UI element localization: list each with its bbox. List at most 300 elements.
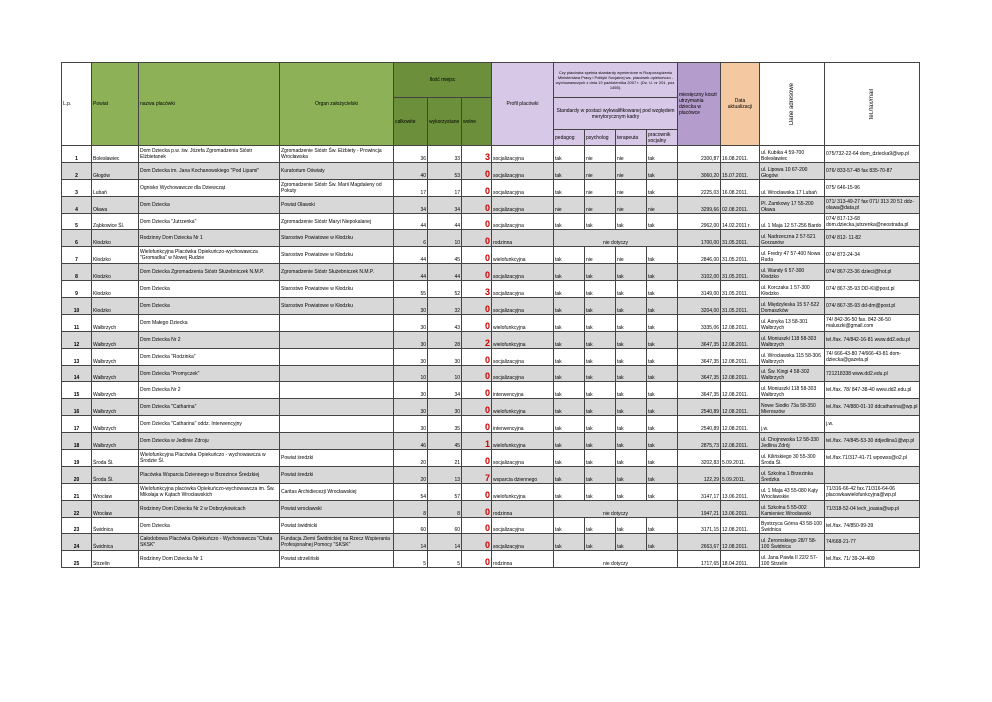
nazwa-cell: Dom Dziecka (139, 196, 280, 213)
nazwa-cell: Dom Dziecka Nr 2 (139, 331, 280, 348)
table-row (62, 196, 920, 213)
adres-cell: ul. Międzyleska 15 57-522 Domaszków (760, 298, 825, 315)
koszt-cell: 3149,00 (678, 281, 721, 298)
psycholog-cell: nie (585, 162, 616, 179)
tel-cell: tel./fax. 74/850-99-39 (825, 517, 920, 534)
powiat-cell: Środa Śl. (92, 466, 139, 483)
wykorzystane-cell: 14 (428, 534, 462, 551)
koszt-cell: 122,29 (678, 466, 721, 483)
tel-cell: tel./fax. 78/ 847-38-40 www.dd2.edu.pl (825, 382, 920, 399)
wolne-cell: 0 (462, 162, 492, 179)
lp: 2 (62, 162, 92, 179)
profil-cell: rodzinna (492, 551, 554, 568)
pedagog-cell: tak (554, 146, 585, 163)
table-row (62, 466, 920, 483)
tel-cell: 71/316-66-42 fax.71/316-64-06 placowkawielofunkcyjna@wp.pl (825, 483, 920, 500)
data-cell: 16.08.2011. (721, 179, 760, 196)
data-cell: 14.02.2011 r. (721, 213, 760, 230)
pracownik-cell: tak (647, 433, 678, 450)
organ-cell (280, 382, 394, 399)
data-cell: 12.08.2011. (721, 399, 760, 416)
pedagog-cell: nie dotyczy (554, 551, 678, 568)
table-row (62, 517, 920, 534)
data-cell: 13.06.2011. (721, 500, 760, 517)
header-standard: Czy placówka spełnia standardy wymienione w Rozporządzeniu Ministerstwa Pracy i Polityki Socjalnej ws. placówek opiekuńczo - wychowawczych z dnia 19 października 2007 r. (Dz. U. nr 201, poz. 1455). (554, 63, 678, 98)
powiat-cell: Wrocław (92, 500, 139, 517)
terapeuta-cell: tak (616, 450, 647, 467)
wolne-cell: 0 (462, 483, 492, 500)
pracownik-cell: tak (647, 213, 678, 230)
adres-cell: ul. Jana Pawła II 22/2 57-100 Strzelin (760, 551, 825, 568)
header-pracownik: pracownik socjalny (647, 130, 678, 146)
terapeuta-cell: tak (616, 281, 647, 298)
nazwa-cell: Dom Dziecka Nr 2 (139, 382, 280, 399)
tel-cell: 071/ 313-49-27 fax 071/ 313 20 51 ddz-olawa@data.pl (825, 196, 920, 213)
pedagog-cell: tak (554, 281, 585, 298)
table-row (62, 382, 920, 399)
profil-cell: interwencyjna (492, 416, 554, 433)
profil-cell: socjalizacyjna (492, 450, 554, 467)
pedagog-cell: tak (554, 162, 585, 179)
calkowite-cell: 34 (394, 196, 428, 213)
table-row (62, 298, 920, 315)
organ-cell (280, 365, 394, 382)
pedagog-cell: tak (554, 314, 585, 331)
wolne-cell: 0 (462, 551, 492, 568)
lp: 5 (62, 213, 92, 230)
header-profil: Profil placówki (492, 63, 554, 146)
terapeuta-cell: tak (616, 348, 647, 365)
organ-cell (280, 314, 394, 331)
profil-cell: rodzinna (492, 230, 554, 247)
calkowite-cell: 46 (394, 433, 428, 450)
profil-cell: rodzinna (492, 500, 554, 517)
lp: 15 (62, 382, 92, 399)
koszt-cell: 2663,67 (678, 534, 721, 551)
powiat-cell: Wałbrzych (92, 399, 139, 416)
adres-cell: Nowe Siodło 73a 58-350 Mieroszów (760, 399, 825, 416)
table-header (62, 63, 920, 146)
header-pedagog: pedagog (554, 130, 585, 146)
organ-cell (280, 348, 394, 365)
profil-cell: socjalizacyjna (492, 213, 554, 230)
wolne-cell: 0 (462, 314, 492, 331)
data-cell: 12.08.2011. (721, 314, 760, 331)
table-row (62, 213, 920, 230)
lp: 18 (62, 433, 92, 450)
pracownik-cell: tak (647, 450, 678, 467)
psycholog-cell: tak (585, 450, 616, 467)
pracownik-cell: tak (647, 314, 678, 331)
pracownik-cell: tak (647, 365, 678, 382)
calkowite-cell: 6 (394, 230, 428, 247)
tel-cell: 74/ 666-43-80 74/666-43-81 dom-dziecka@gazeta.pl (825, 348, 920, 365)
adres-cell: j.w. (760, 416, 825, 433)
wolne-cell: 7 (462, 466, 492, 483)
psycholog-cell: nie (585, 179, 616, 196)
data-cell: 12.08.2011. (721, 534, 760, 551)
powiat-cell: Świdnica (92, 534, 139, 551)
table-row (62, 500, 920, 517)
koszt-cell: 2300,87 (678, 146, 721, 163)
header-terapeuta: terapeuta (616, 130, 647, 146)
profil-cell: wielofunkcyjna (492, 399, 554, 416)
nazwa-cell: Dom Dziecka p.w. św. Józefa Zgromadzenia Sióstr Elżbietanek (139, 146, 280, 163)
wykorzystane-cell: 52 (428, 281, 462, 298)
pracownik-cell: nie (647, 196, 678, 213)
tel-cell: 075/732-22-64 dom_dziecka9@wp.pl (825, 146, 920, 163)
nazwa-cell: Ognisko Wychowawcze dla Dziewcząt (139, 179, 280, 196)
data-cell: 12.08.2011. (721, 433, 760, 450)
table-row (62, 551, 920, 568)
wolne-cell: 0 (462, 500, 492, 517)
organ-cell: Starostwo Powiatowe w Kłodzku (280, 298, 394, 315)
psycholog-cell: tak (585, 416, 616, 433)
adres-cell: ul. Chojnowska 12 58-330 Jedlina Zdrój (760, 433, 825, 450)
koszt-cell: 3647,35 (678, 331, 721, 348)
pracownik-cell: tak (647, 331, 678, 348)
pracownik-cell: tak (647, 534, 678, 551)
profil-cell: wielofunkcyjna (492, 433, 554, 450)
pracownik-cell: tak (647, 298, 678, 315)
lp: 14 (62, 365, 92, 382)
psycholog-cell: tak (585, 264, 616, 281)
organ-cell: Zgromadzenie Sióstr Maryi Niepokalanej (280, 213, 394, 230)
pedagog-cell: tak (554, 450, 585, 467)
wykorzystane-cell: 35 (428, 416, 462, 433)
data-cell: 13.06.2011. (721, 483, 760, 500)
pracownik-cell: tak (647, 179, 678, 196)
tel-cell: 074/ 812- 11-82 (825, 230, 920, 247)
terapeuta-cell: tak (616, 314, 647, 331)
pracownik-cell: tak (647, 348, 678, 365)
adres-cell: ul. Wrocławska 115 58-306 Wałbrzych (760, 348, 825, 365)
adres-cell: ul. Wandy 6 57-300 Kłodzko (760, 264, 825, 281)
header-calkowite: całkowite (394, 98, 428, 146)
powiat-cell: Strzelin (92, 551, 139, 568)
calkowite-cell: 5 (394, 551, 428, 568)
powiat-cell: Kłodzko (92, 298, 139, 315)
terapeuta-cell: tak (616, 433, 647, 450)
koszt-cell: 1717,65 (678, 551, 721, 568)
wykorzystane-cell: 10 (428, 230, 462, 247)
profil-cell: wielofunkcyjna (492, 247, 554, 264)
header-nazwa: nazwa placówki (139, 63, 280, 146)
wolne-cell: 3 (462, 281, 492, 298)
profil-cell: socjalizacyjna (492, 146, 554, 163)
adres-cell: ul. Kilińskiego 30 55-300 Środa Śl. (760, 450, 825, 467)
terapeuta-cell: tak (616, 331, 647, 348)
profil-cell: wielofunkcyjna (492, 483, 554, 500)
calkowite-cell: 30 (394, 416, 428, 433)
table-row (62, 264, 920, 281)
calkowite-cell: 36 (394, 146, 428, 163)
wykorzystane-cell: 17 (428, 179, 462, 196)
wolne-cell: 0 (462, 382, 492, 399)
terapeuta-cell: nie (616, 162, 647, 179)
pedagog-cell: tak (554, 382, 585, 399)
psycholog-cell: tak (585, 314, 616, 331)
tel-cell: 72121833​8 www.dd2.edu.pl (825, 365, 920, 382)
profil-cell: interwencyjna (492, 382, 554, 399)
nazwa-cell: Placówka Wsparcia Dziennego w Brzezince Średzkiej (139, 466, 280, 483)
psycholog-cell: tak (585, 517, 616, 534)
wykorzystane-cell: 28 (428, 331, 462, 348)
table-row (62, 416, 920, 433)
adres-cell: ul. Św. Kingi 4 58-302 Wałbrzych (760, 365, 825, 382)
powiat-cell: Wałbrzych (92, 382, 139, 399)
wolne-cell: 0 (462, 196, 492, 213)
terapeuta-cell: tak (616, 416, 647, 433)
wolne-cell: 0 (462, 416, 492, 433)
nazwa-cell: Dom Dziecka Zgromadzenia Sióstr Służebniczek N.M.P. (139, 264, 280, 281)
header-psycholog: psycholog (585, 130, 616, 146)
header-data: Data aktualizacji (721, 63, 760, 146)
tel-cell: tel./fax. 74/845-53-30 ddjedlina1@wp.pl (825, 433, 920, 450)
organ-cell: Starostwo Powiatowe w Kłodzku (280, 247, 394, 264)
lp: 23 (62, 517, 92, 534)
nazwa-cell: Wielofunkcyjna Placówka Opiekuńczo-wychowawcza "Gromadka" w Nowej Rudzie (139, 247, 280, 264)
wolne-cell: 0 (462, 264, 492, 281)
table-row (62, 314, 920, 331)
calkowite-cell: 44 (394, 264, 428, 281)
organ-cell (280, 399, 394, 416)
lp: 21 (62, 483, 92, 500)
lp: 22 (62, 500, 92, 517)
table-row (62, 179, 920, 196)
koszt-cell: 3102,00 (678, 264, 721, 281)
wolne-cell: 3 (462, 146, 492, 163)
wolne-cell: 0 (462, 348, 492, 365)
terapeuta-cell: nie (616, 196, 647, 213)
profil-cell: socjalizacyjna (492, 264, 554, 281)
wykorzystane-cell: 45 (428, 433, 462, 450)
data-cell: 5.09.2011. (721, 450, 760, 467)
psycholog-cell: tak (585, 365, 616, 382)
pracownik-cell: tak (647, 264, 678, 281)
psycholog-cell: tak (585, 213, 616, 230)
profil-cell: wsparcia dziennego (492, 466, 554, 483)
organ-cell: Powiat średzki (280, 466, 394, 483)
lp: 1 (62, 146, 92, 163)
wykorzystane-cell: 60 (428, 517, 462, 534)
organ-cell: Zgromadzenie Sióstr Służebniczek N.M.P. (280, 264, 394, 281)
organ-cell: Kuratorium Oświaty (280, 162, 394, 179)
lp: 3 (62, 179, 92, 196)
tel-cell: 74/668-21-77 (825, 534, 920, 551)
calkowite-cell: 30 (394, 382, 428, 399)
powiat-cell: Wrocław (92, 483, 139, 500)
koszt-cell: 3647,35 (678, 382, 721, 399)
organ-cell: Powiat świdnicki (280, 517, 394, 534)
pedagog-cell: tak (554, 517, 585, 534)
psycholog-cell: tak (585, 348, 616, 365)
profil-cell: socjalizacyjna (492, 348, 554, 365)
terapeuta-cell: tak (616, 534, 647, 551)
organ-cell: Fundacja Ziemi Świdnickiej na Rzecz Wspierania Profesjonalnej Pomocy "SKSK" (280, 534, 394, 551)
organ-cell: Zgromadzenie Sióstr Św. Marii Magdaleny od Pokuty (280, 179, 394, 196)
koszt-cell: 2540,89 (678, 416, 721, 433)
adres-cell: ul. 1 Maja 43 55-080 Kąty Wrocławskie (760, 483, 825, 500)
koszt-cell: 2962,00 (678, 213, 721, 230)
powiat-cell: Ząbkowice Śl. (92, 213, 139, 230)
powiat-cell: Lubań (92, 179, 139, 196)
pracownik-cell: tak (647, 247, 678, 264)
wolne-cell: 0 (462, 365, 492, 382)
powiat-cell: Wałbrzych (92, 348, 139, 365)
spreadsheet (61, 62, 920, 568)
calkowite-cell: 44 (394, 213, 428, 230)
pracownik-cell: tak (647, 162, 678, 179)
profil-cell: socjalizacyjna (492, 196, 554, 213)
adres-cell: ul. 1 Maja 12 57-256 Bardo (760, 213, 825, 230)
nazwa-cell: Dom Dziecka "Promyczek" (139, 365, 280, 382)
profil-cell: wielofunkcyjna (492, 331, 554, 348)
header-organ: Organ założycielski (280, 63, 394, 146)
koszt-cell: 3060,20 (678, 162, 721, 179)
nazwa-cell: Dom Dziecka w Jedlinie Zdroju (139, 433, 280, 450)
table-row (62, 534, 920, 551)
koszt-cell: 3647,35 (678, 365, 721, 382)
nazwa-cell: Dom Dziecka "Rodzinka" (139, 348, 280, 365)
lp: 13 (62, 348, 92, 365)
adres-cell: ul. Moniuszki 118 58-303 Wałbrzych (760, 331, 825, 348)
organ-cell (280, 416, 394, 433)
wykorzystane-cell: 30 (428, 399, 462, 416)
header-kadra: Standardy w postaci wykwalifikowanej pod względem merytorycznym kadry (554, 98, 678, 130)
wykorzystane-cell: 8 (428, 500, 462, 517)
organ-cell: Powiat wrocławski (280, 500, 394, 517)
calkowite-cell: 20 (394, 466, 428, 483)
koszt-cell: 3335,06 (678, 314, 721, 331)
pedagog-cell: tak (554, 264, 585, 281)
adres-cell: ul. Wrocławska 17 Lubań (760, 179, 825, 196)
pedagog-cell: tak (554, 365, 585, 382)
organ-cell: Powiat strzeliński (280, 551, 394, 568)
adres-cell: ul. Szkolna 1 Brzezinka Średzka (760, 466, 825, 483)
terapeuta-cell: nie (616, 146, 647, 163)
adres-cell: ul. Żeromskiego 28/7 58-100 Świdnica (760, 534, 825, 551)
organ-cell (280, 331, 394, 348)
powiat-cell: Głogów (92, 162, 139, 179)
table-row (62, 450, 920, 467)
tel-cell: 74/ 842-36-50 fax. 842-36-50 maluszki@gmail.com (825, 314, 920, 331)
psycholog-cell: tak (585, 399, 616, 416)
tel-cell: 074/ 817-13-68 dom.dziecka.jutrzenka@neostrada.pl (825, 213, 920, 230)
psycholog-cell: tak (585, 331, 616, 348)
terapeuta-cell: tak (616, 399, 647, 416)
data-cell: 5.09.2011. (721, 466, 760, 483)
calkowite-cell: 30 (394, 298, 428, 315)
data-cell: 12.08.2011. (721, 348, 760, 365)
powiat-cell: Wałbrzych (92, 314, 139, 331)
data-cell: 18.04.2011. (721, 551, 760, 568)
wolne-cell: 0 (462, 230, 492, 247)
adres-cell: Pl. Zamkowy 17 55-200 Oława (760, 196, 825, 213)
powiat-cell: Bolesławiec (92, 146, 139, 163)
calkowite-cell: 30 (394, 399, 428, 416)
terapeuta-cell: tak (616, 298, 647, 315)
pedagog-cell: tak (554, 247, 585, 264)
wolne-cell: 0 (462, 213, 492, 230)
tel-cell: tel./fax. 74/880-01-10 ddcatharina@wp.pl (825, 399, 920, 416)
wykorzystane-cell: 43 (428, 314, 462, 331)
pedagog-cell: tak (554, 416, 585, 433)
adres-cell: Bystrzyca Górna 43 58-100 Świdnica (760, 517, 825, 534)
psycholog-cell: tak (585, 382, 616, 399)
wykorzystane-cell: 21 (428, 450, 462, 467)
koszt-cell: 3299,66 (678, 196, 721, 213)
header-wolne: wolne (462, 98, 492, 146)
adres-cell: ul. Lipowa 10 67-200 Głogów (760, 162, 825, 179)
wolne-cell: 0 (462, 247, 492, 264)
profil-cell: socjalizacyjna (492, 517, 554, 534)
psycholog-cell: tak (585, 281, 616, 298)
header-tel (825, 63, 920, 146)
tel-cell: 71/318-52-04 lech_joasia@wp.pl (825, 500, 920, 517)
psycholog-cell: nie (585, 247, 616, 264)
wykorzystane-cell: 45 (428, 247, 462, 264)
data-cell: 31.05.2011. (721, 247, 760, 264)
organ-cell: Powiat Oławski (280, 196, 394, 213)
koszt-cell: 1700,00 (678, 230, 721, 247)
data-cell: 12.08.2011. (721, 517, 760, 534)
powiat-cell: Wałbrzych (92, 433, 139, 450)
adres-cell: ul. Nadrzeczna 2 57-521 Gorzanów (760, 230, 825, 247)
lp: 9 (62, 281, 92, 298)
powiat-cell: Wałbrzych (92, 365, 139, 382)
pracownik-cell: tak (647, 483, 678, 500)
tel-cell: tel./fax. 71/ 39-24-409 (825, 551, 920, 568)
table-row (62, 365, 920, 382)
terapeuta-cell: tak (616, 264, 647, 281)
nazwa-cell: Dom Dziecka (139, 281, 280, 298)
powiat-cell: Kłodzko (92, 264, 139, 281)
profil-cell: socjalizacyjna (492, 534, 554, 551)
organ-cell: Caritas Archidiecezji Wrocławskiej (280, 483, 394, 500)
profil-cell: socjalizacyjna (492, 281, 554, 298)
calkowite-cell: 30 (394, 314, 428, 331)
pedagog-cell: nie dotyczy (554, 500, 678, 517)
header-lp: L.p. (62, 63, 92, 146)
koszt-cell: 2225,03 (678, 179, 721, 196)
facilities-table (61, 62, 920, 568)
tel-cell: tel./fax.71/317-41-71 wpowss@o2.pl (825, 450, 920, 467)
calkowite-cell: 20 (394, 450, 428, 467)
terapeuta-cell: tak (616, 382, 647, 399)
psycholog-cell: tak (585, 483, 616, 500)
adres-cell: ul. Asnyka 13 58-301 Wałbrzych (760, 314, 825, 331)
powiat-cell: Kłodzko (92, 247, 139, 264)
terapeuta-cell: tak (616, 466, 647, 483)
lp: 12 (62, 331, 92, 348)
pedagog-cell: tak (554, 348, 585, 365)
table-row (62, 281, 920, 298)
wolne-cell: 2 (462, 331, 492, 348)
nazwa-cell: Dom Małego Dziecka (139, 314, 280, 331)
wykorzystane-cell: 30 (428, 348, 462, 365)
header-tel-label: tel./fax/mail (869, 88, 876, 120)
calkowite-cell: 8 (394, 500, 428, 517)
data-cell: 31.05.2011. (721, 281, 760, 298)
table-row (62, 331, 920, 348)
nazwa-cell: Rodzinny Dom Dziecka Nr 1 (139, 551, 280, 568)
wykorzystane-cell: 57 (428, 483, 462, 500)
pedagog-cell: tak (554, 298, 585, 315)
table-row (62, 433, 920, 450)
wolne-cell: 0 (462, 179, 492, 196)
psycholog-cell: tak (585, 433, 616, 450)
